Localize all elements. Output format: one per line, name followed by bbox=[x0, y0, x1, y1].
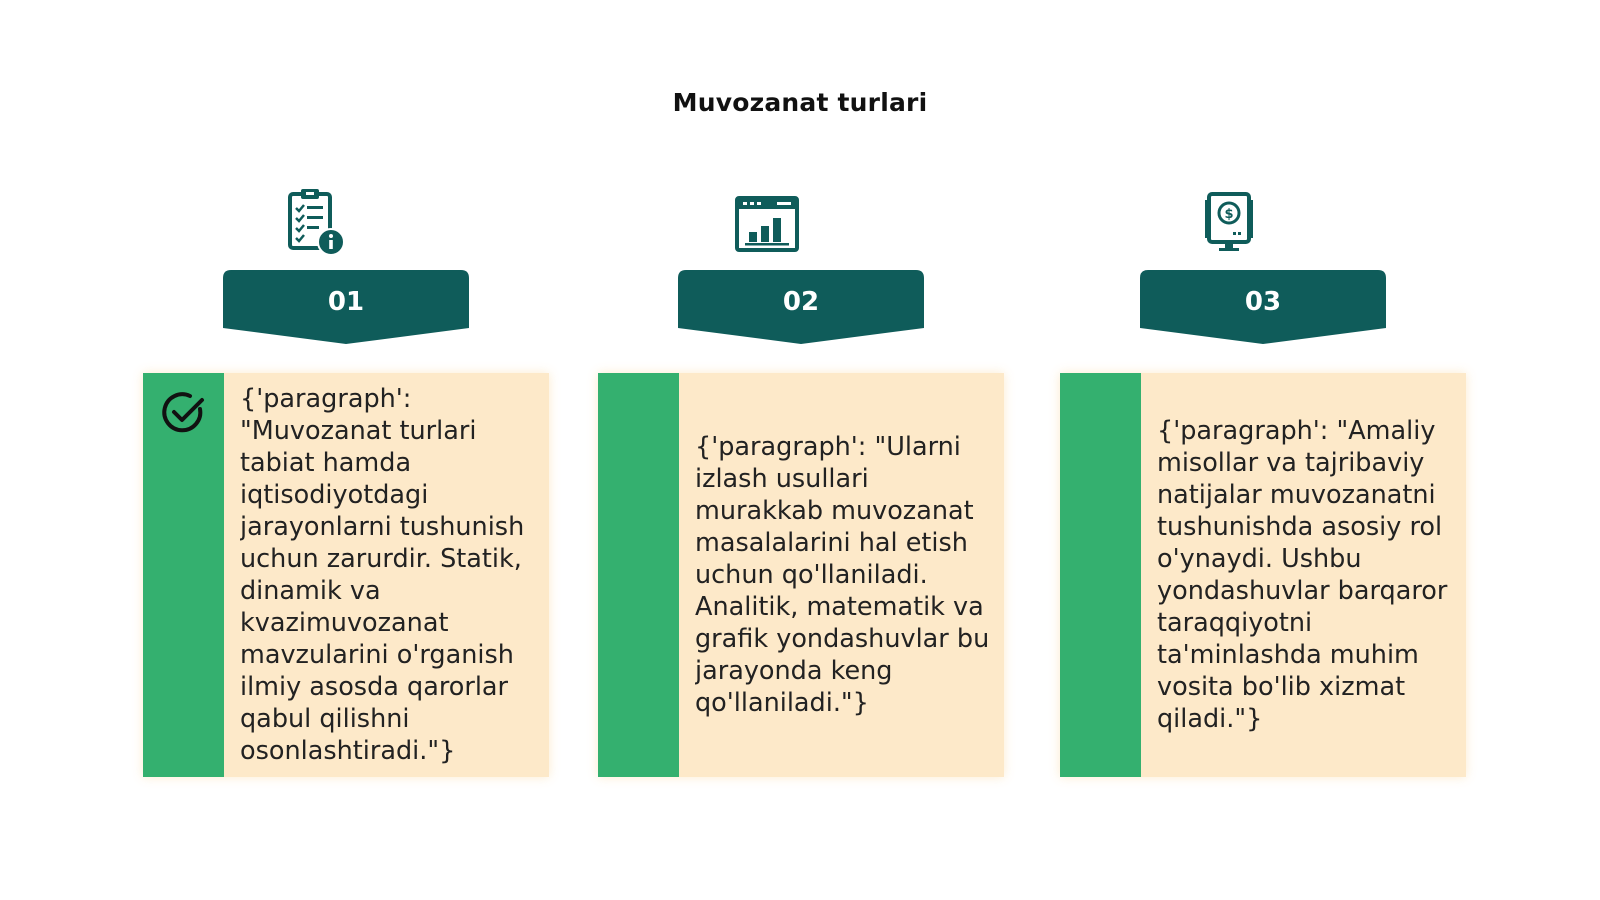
check-circle-icon bbox=[160, 389, 208, 437]
clipboard-checklist-info-icon bbox=[276, 186, 348, 258]
monitor-dollar-icon bbox=[1193, 186, 1265, 258]
step-description bbox=[695, 373, 993, 777]
step-banner-3 bbox=[1140, 270, 1386, 346]
step-number: 01 bbox=[327, 287, 365, 317]
step-column-3 bbox=[1060, 180, 1470, 780]
step-card-3 bbox=[1060, 373, 1466, 777]
card-accent-bar bbox=[598, 373, 679, 777]
svg-text:$: $ bbox=[1224, 207, 1234, 222]
step-column-2 bbox=[598, 180, 1008, 780]
step-description bbox=[240, 373, 538, 777]
card-accent-bar bbox=[143, 373, 224, 777]
step-card-2 bbox=[598, 373, 1004, 777]
step-banner-1 bbox=[223, 270, 469, 346]
step-banner-2 bbox=[678, 270, 924, 346]
step-number: 02 bbox=[782, 287, 820, 317]
browser-bar-chart-icon bbox=[731, 186, 803, 258]
page-title: Muvozanat turlari bbox=[672, 88, 928, 117]
step-number: 03 bbox=[1244, 287, 1282, 317]
step-column-1 bbox=[143, 180, 553, 780]
card-accent-bar bbox=[1060, 373, 1141, 777]
step-description-text: {'paragraph': "Amaliy misollar va tajribaviy natijalar muvozanatni tushunishda asosiy rol o'ynaydi. Ushbu yondashuvlar barqaror taraqqiyotni ta'minlashda muhim vosita bo'lib xizmat qiladi."} bbox=[1157, 416, 1448, 734]
step-description-text: {'paragraph': "Ularni izlash usullari murakkab muvozanat masalalarini hal etish uchun qo'llaniladi. Analitik, matematik va grafik yondashuvlar bu jarayonda keng qo'llaniladi."} bbox=[695, 432, 990, 718]
step-description-text: {'paragraph': "Muvozanat turlari tabiat hamda iqtisodiyotdagi jarayonlarni tushunish uchun zarurdir. Statik, dinamik va kvazimuvozanat mavzularini o'rganish ilmiy asosda qarorlar qabul qilishni osonlashtiradi."} bbox=[240, 384, 525, 766]
step-description bbox=[1157, 373, 1455, 777]
step-card-1 bbox=[143, 373, 549, 777]
